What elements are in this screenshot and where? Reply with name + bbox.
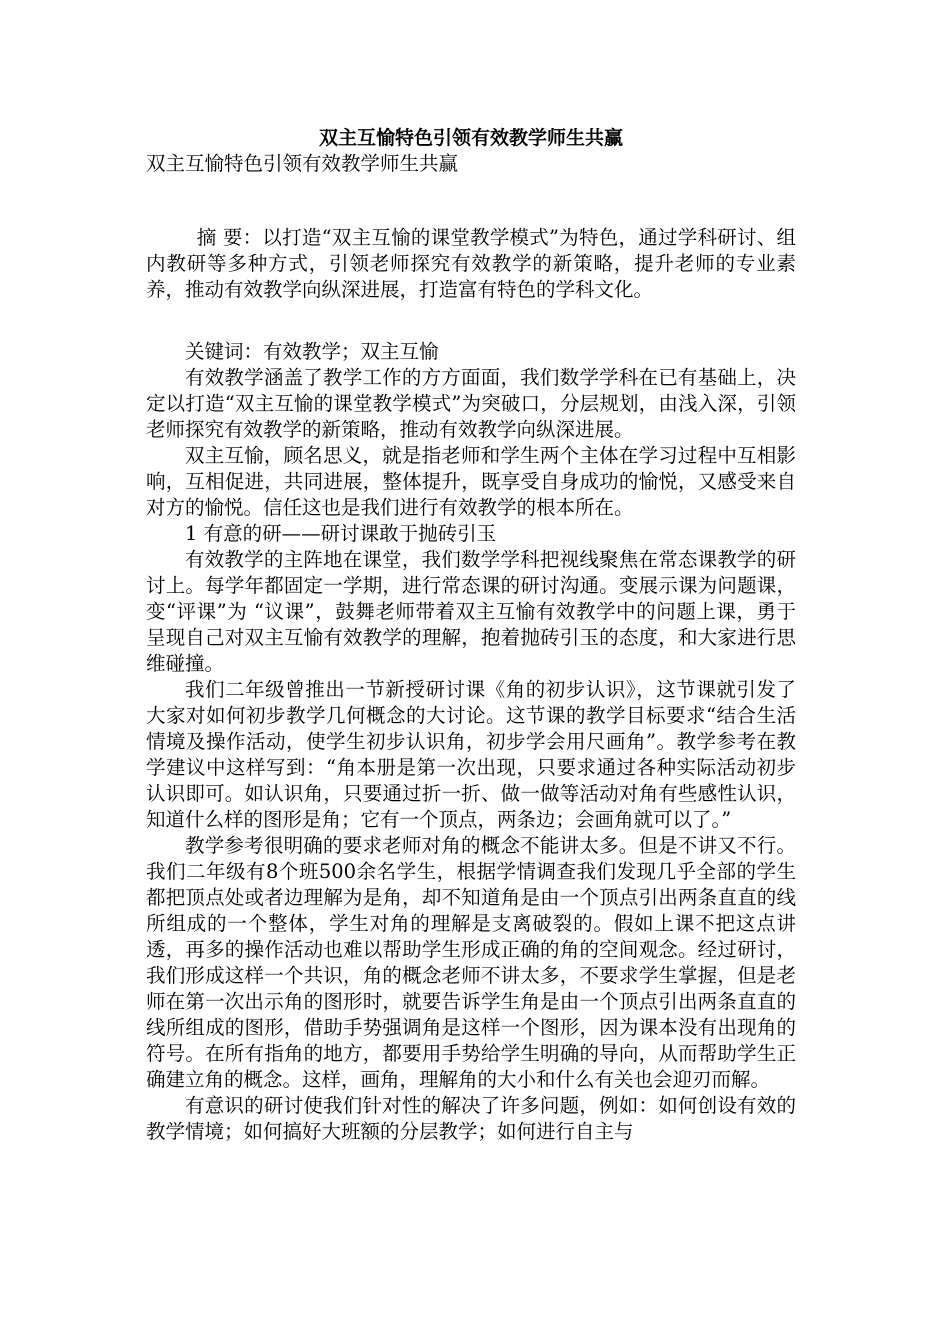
document-title: 双主互愉特色引领有效教学师生共赢 (318, 127, 623, 149)
abstract-paragraph: 摘 要：以打造“双主互愉的课堂教学模式”为特色，通过学科研讨、组内教研等多种方式，引领老师探究有效教学的新策略，提升老师的专业素养，推动有效教学向纵深进展，打造富有特色的学科文化。 (146, 226, 796, 301)
body-paragraph-6: 有意识的研讨使我们针对性的解决了许多问题，例如：如何创设有效的教学情境；如何搞好大班额的分层教学；如何进行自主与 (146, 1094, 796, 1143)
section-heading-1: 1 有意的研——研讨课敢于抛砖引玉 (185, 522, 497, 545)
body-paragraph-3: 有效教学的主阵地在课堂，我们数学学科把视线聚焦在常态课教学的研讨上。每学年都固定一学期，进行常态课的研讨沟通。变展示课为问题课，变“评课”为 “议课”，鼓舞老师带着双主互愉有效教学中的问题上课，勇于呈现自己对双主互愉有效教学的理解，抱着抛砖引玉的态度，和大家进行思维碰撞。 (146, 548, 796, 675)
body-paragraph-4: 我们二年级曾推出一节新授研讨课《角的初步认识》，这节课就引发了大家对如何初步教学几何概念的大讨论。这节课的教学目标要求“结合生活情境及操作活动，使学生初步认识角，初步学会用尺画角”。教学参考在教学建议中这样写到：“角本册是第一次出现，只要求通过各种实际活动初步认识即可。如认识角，只要通过折一折、做一做等活动对角有些感性认识，知道什么样的图形是角；它有一个顶点，两条边；会画角就可以了。” (146, 678, 796, 831)
body-paragraph-5: 教学参考很明确的要求老师对角的概念不能讲太多。但是不讲又不行。我们二年级有8个班500余名学生，根据学情调查我们发现几乎全部的学生都把顶点处或者边理解为是角，却不知道角是由一个顶点引出两条直直的线所组成的一个整体，学生对角的理解是支离破裂的。假如上课不把这点讲透，再多的操作活动也难以帮助学生形成正确的角的空间观念。经过研讨，我们形成这样一个共识，角的概念老师不讲太多，不要求学生掌握，但是老师在第一次出示角的图形时，就要告诉学生角是由一个顶点引出两条直直的线所组成的图形，借助手势强调角是这样一个图形，因为课本没有出现角的符号。在所有指角的地方，都要用手势给学生明确的导向，从而帮助学生正确建立角的概念。这样，画角，理解角的大小和什么有关也会迎刃而解。 (146, 834, 796, 1091)
keywords-line: 关键词：有效教学；双主互愉 (185, 340, 439, 363)
body-paragraph-2: 双主互愉，顾名思义，就是指老师和学生两个主体在学习过程中互相影响，互相促进，共同进展，整体提升，既享受自身成功的愉悦，又感受来自对方的愉悦。信任这也是我们进行有效教学的根本所在。 (146, 444, 796, 519)
body-paragraph-1: 有效教学涵盖了教学工作的方方面面，我们数学学科在已有基础上，决定以打造“双主互愉的课堂教学模式”为突破口，分层规划，由浅入深，引领老师探究有效教学的新策略，推动有效教学向纵深进展。 (146, 366, 796, 441)
document-subtitle: 双主互愉特色引领有效教学师生共赢 (146, 152, 459, 175)
document-page (146, 125, 796, 1145)
